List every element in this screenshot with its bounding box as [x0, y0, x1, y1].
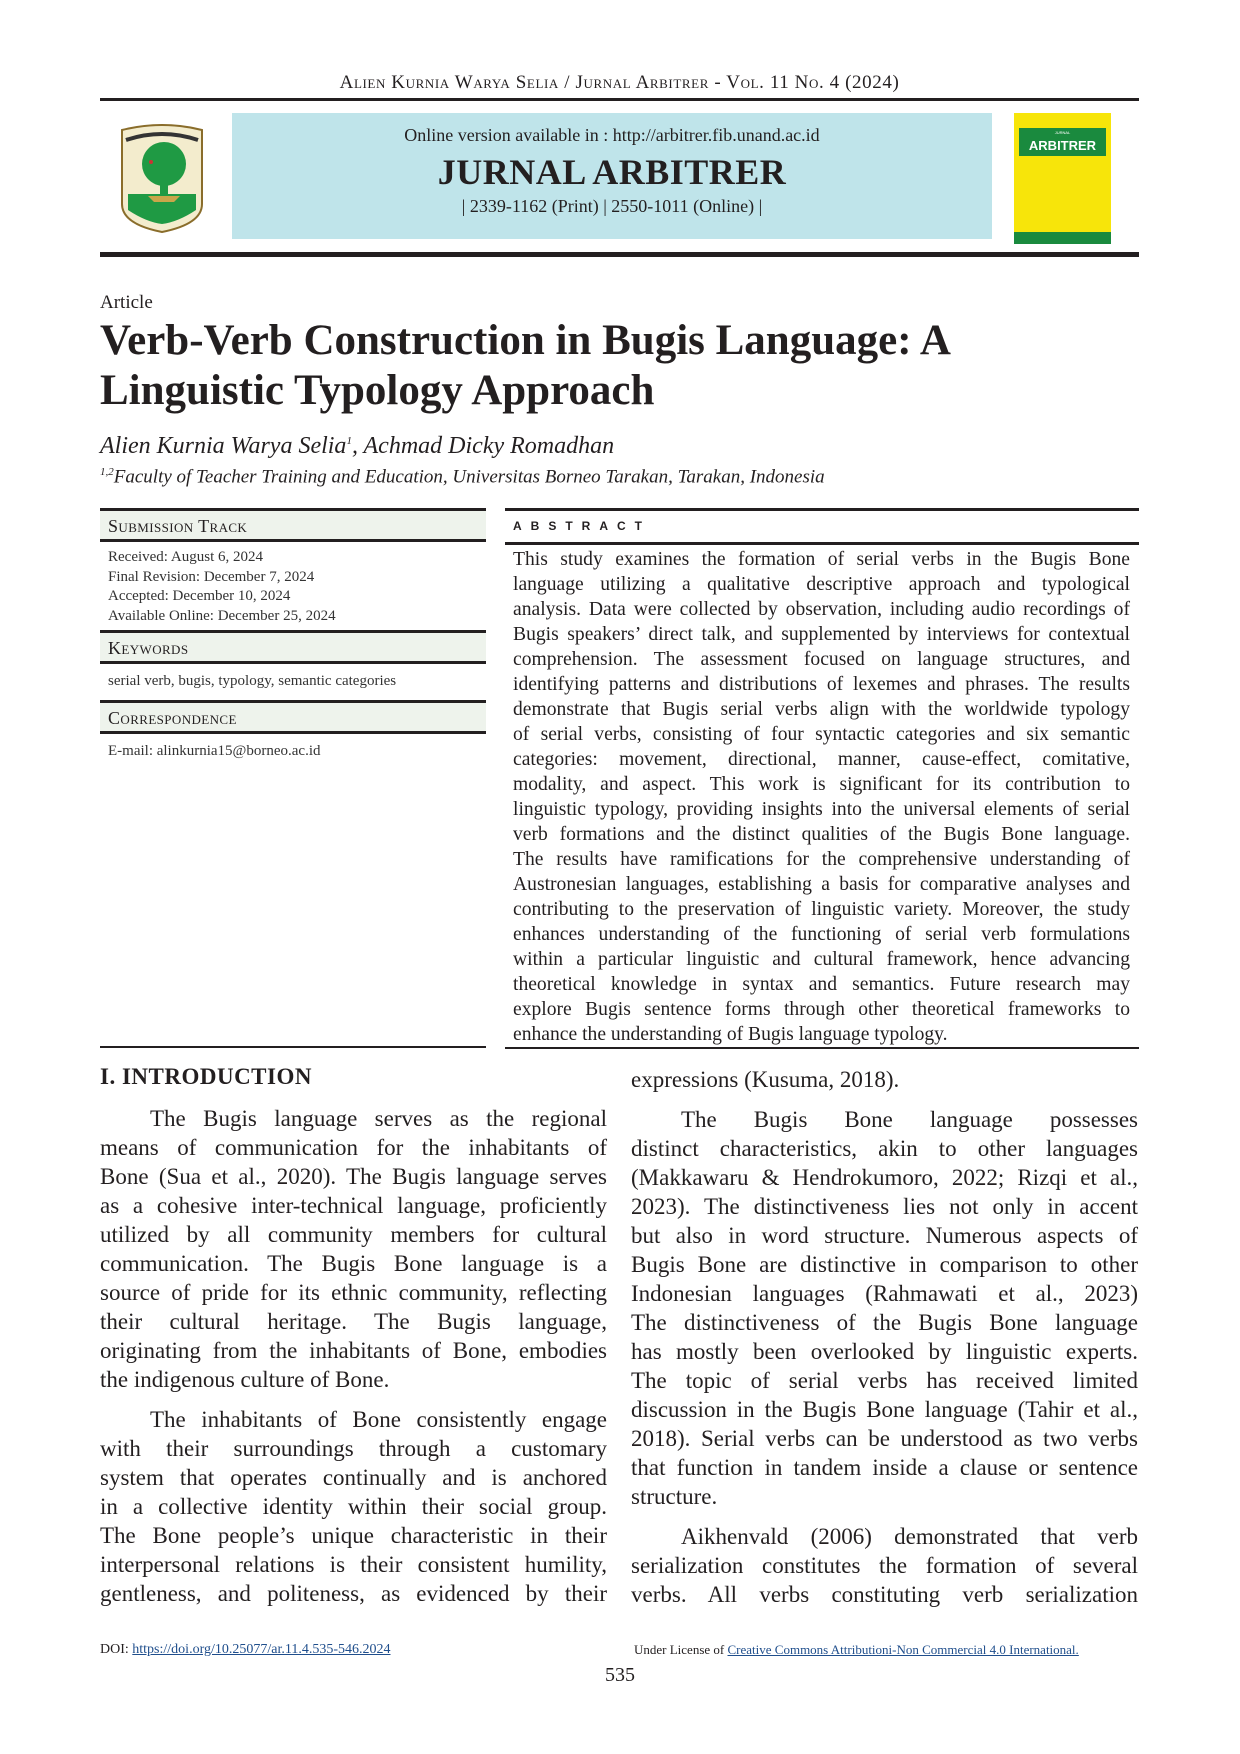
authors	[100, 433, 614, 460]
text-line: Bugis Bone are distinctive in comparison to other	[631, 1252, 1138, 1277]
text-line: in a collective identity within their social group.	[100, 1494, 607, 1519]
keywords-heading: Keywords	[100, 630, 486, 664]
article-type: Article	[100, 292, 153, 313]
keywords-text: serial verb, bugis, typology, semantic categories	[108, 673, 397, 689]
text-line: means of communication for the inhabitants of	[100, 1135, 607, 1160]
text-line: Aikhenvald (2006) demonstrated that verb	[681, 1524, 1138, 1549]
license-label: Under License of	[634, 1642, 728, 1657]
text-line: with their surroundings through a customary	[100, 1436, 607, 1461]
university-logo	[118, 124, 206, 234]
text-line: verb formations and the distinct qualities of the Bugis Bone language.	[513, 824, 1130, 845]
final-revision-date: Final Revision: December 7, 2024	[108, 568, 315, 585]
text-line: serialization constitutes the formation of several	[631, 1553, 1138, 1578]
text-line: distinct characteristics, akin to other languages	[631, 1136, 1138, 1161]
text-line: categories: movement, directional, manner, cause-effect, comitative,	[513, 749, 1130, 770]
paragraph	[100, 1405, 607, 1608]
introduction-heading: I. INTRODUCTION	[100, 1064, 312, 1089]
text-line: demonstrate that Bugis serial verbs align with the worldwide typology	[513, 699, 1130, 720]
paragraph	[631, 1105, 1138, 1511]
available-online-date: Available Online: December 25, 2024	[108, 607, 336, 624]
doi	[100, 1642, 391, 1658]
paragraph	[631, 1522, 1138, 1609]
header-rule	[100, 98, 1139, 101]
text-line: contributing to the preservation of linguistic variety. Moreover, the study	[513, 899, 1130, 920]
author-1: Alien Kurnia Warya Selia	[100, 433, 347, 459]
journal-title: JURNAL ARBITRER	[437, 152, 787, 192]
text-line: modality, and aspect. This work is significant for its contribution to	[513, 774, 1130, 795]
abstract-bottom-rule	[505, 1047, 1139, 1049]
text-line: originating from the inhabitants of Bone, embodies	[100, 1338, 607, 1363]
body-column-right	[631, 1065, 1138, 1620]
submission-track-heading: Submission Track	[100, 508, 486, 542]
affiliation	[100, 466, 825, 488]
text-line: interpersonal relations is their consistent humility,	[100, 1552, 607, 1577]
author-2: Achmad Dicky Romadhan	[363, 433, 615, 459]
text-line: The inhabitants of Bone consistently engage	[150, 1407, 607, 1432]
doi-link[interactable]: https://doi.org/10.25077/ar.11.4.535-546.2024	[132, 1642, 391, 1657]
text-line: has mostly been overlooked by linguistic experts.	[631, 1339, 1138, 1364]
affiliation-superscript: 1,2	[100, 466, 114, 478]
paragraph	[631, 1065, 1138, 1094]
cover-subtitle: JURNAL	[1054, 130, 1071, 135]
abstract-body	[513, 547, 1130, 1058]
text-line: verbs. All verbs constituting verb serialization	[631, 1582, 1138, 1607]
cover-title: ARBITRER	[1028, 138, 1097, 153]
text-line: The results have ramifications for the comprehensive understanding of	[513, 849, 1130, 870]
text-line: gentleness, and politeness, as evidenced by their	[100, 1581, 607, 1606]
text-line: This study examines the formation of serial verbs in the Bugis Bone	[513, 549, 1130, 570]
text-line: within a particular linguistic and cultural framework, hence advancing	[513, 949, 1130, 970]
text-line: language utilizing a qualitative descriptive approach and typological	[513, 574, 1130, 595]
text-line: utilized by all community members for cultural	[100, 1222, 607, 1247]
affiliation-text: Faculty of Teacher Training and Education, Universitas Borneo Tarakan, Tarakan, Indonesia	[113, 466, 825, 488]
text-line: The topic of serial verbs has received limited	[631, 1368, 1138, 1393]
text-line: analysis. Data were collected by observation, including audio recordings of	[513, 599, 1130, 620]
text-line: The Bugis Bone language possesses	[681, 1107, 1138, 1132]
journal-banner	[232, 113, 992, 239]
submission-dates	[108, 548, 336, 626]
abstract-heading: ABSTRACT	[505, 508, 1139, 545]
text-line: Bone (Sua et al., 2020). The Bugis language serves	[100, 1164, 607, 1189]
text-line: of serial verbs, consisting of four syntactic categories and six semantic	[513, 724, 1130, 745]
text-line: identifying patterns and distributions of lexemes and phrases. The results	[513, 674, 1130, 695]
text-line: enhance the understanding of Bugis language typology.	[513, 1024, 948, 1045]
online-version-text: Online version available in : http://arbitrer.fib.unand.ac.id	[404, 125, 820, 145]
text-line: discussion in the Bugis Bone language (Tahir et al.,	[631, 1397, 1138, 1422]
paragraph	[100, 1104, 607, 1394]
text-line: Austronesian languages, establishing a basis for comparative analyses and	[513, 874, 1130, 895]
license	[634, 1642, 1079, 1658]
text-line: enhances understanding of the functioning of serial verb formulations	[513, 924, 1130, 945]
text-line: but also in word structure. Numerous aspects of	[631, 1223, 1138, 1248]
banner-bottom-rule	[100, 252, 1139, 257]
author-separator: ,	[351, 433, 364, 459]
issn-text: | 2339-1162 (Print) | 2550-1011 (Online) |	[461, 196, 763, 216]
text-line: Indonesian languages (Rahmawati et al., 2023)	[631, 1281, 1138, 1306]
text-line: communication. The Bugis Bone language is a	[100, 1251, 607, 1276]
text-line: their cultural heritage. The Bugis language,	[100, 1309, 607, 1334]
text-line: The distinctiveness of the Bugis Bone language	[631, 1310, 1138, 1335]
article-info-sidebar	[100, 508, 486, 1048]
received-date: Received: August 6, 2024	[108, 549, 263, 565]
text-line: 2018). Serial verbs can be understood as two verbs	[631, 1426, 1138, 1451]
text-line: (Makkawaru & Hendrokumoro, 2022; Rizqi et al.,	[631, 1165, 1138, 1190]
journal-cover-thumbnail	[1014, 113, 1111, 244]
correspondence-email[interactable]: E-mail: alinkurnia15@borneo.ac.id	[108, 743, 321, 759]
page-number: 535	[605, 1664, 635, 1686]
text-line: theoretical knowledge in syntax and semantics. Future research may	[513, 974, 1130, 995]
text-line: system that operates continually and is anchored	[100, 1465, 607, 1490]
text-line: structure.	[631, 1484, 718, 1509]
license-link[interactable]: Creative Commons Attributioni-Non Commercial 4.0 International.	[727, 1642, 1079, 1657]
text-line: explore Bugis sentence forms through other theoretical frameworks to	[513, 999, 1130, 1020]
text-line: that function in tandem inside a clause or sentence	[631, 1455, 1138, 1480]
doi-label: DOI:	[100, 1642, 133, 1657]
text-line: The Bugis language serves as the regional	[150, 1106, 607, 1131]
accepted-date: Accepted: December 10, 2024	[108, 588, 291, 604]
text-line: comprehension. The assessment focused on language structures, and	[513, 649, 1130, 670]
text-line: 2023). The distinctiveness lies not only in accent	[631, 1194, 1138, 1219]
text-line: The Bone people’s unique characteristic in their	[100, 1523, 607, 1548]
correspondence-heading: Correspondence	[100, 700, 486, 734]
text-line: source of pride for its ethnic community, reflecting	[100, 1280, 607, 1305]
paragraph	[513, 547, 1130, 1047]
body-column-left	[100, 1104, 607, 1619]
author-1-superscript: 1	[346, 435, 352, 447]
text-line: expressions (Kusuma, 2018).	[631, 1067, 900, 1092]
text-line: as a cohesive inter-technical language, proficiently	[100, 1193, 607, 1218]
running-head: Alien Kurnia Warya Selia / Jurnal Arbitrer - Vol. 11 No. 4 (2024)	[339, 72, 900, 93]
text-line: Bugis speakers’ direct talk, and supplemented by interviews for contextual	[513, 624, 1130, 645]
text-line: linguistic typology, providing insights into the universal elements of serial	[513, 799, 1130, 820]
text-line: the indigenous culture of Bone.	[100, 1367, 390, 1392]
article-title: Verb-Verb Construction in Bugis Language: A Linguistic Typology Approach	[100, 317, 949, 414]
